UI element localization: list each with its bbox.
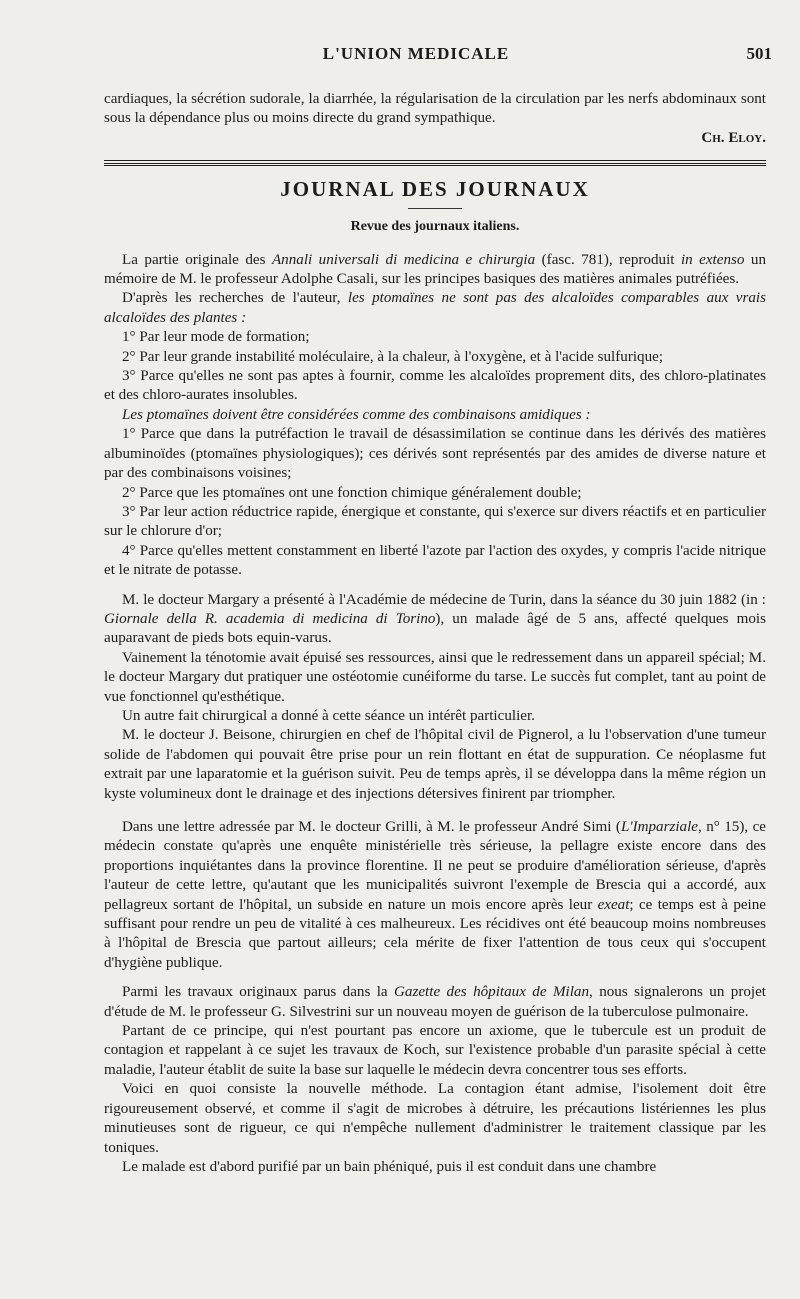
paragraph-principe: Partant de ce principe, qui n'est pourtant pas encore un axiome, que le tubercule est un produit de contagion et rappelant à ce sujet les travaux de Koch, sur l'existence probable d'un parasite spécial à cette maladie, l'auteur établit de suite la base sur laquelle le médecin devra concentrer tous ses efforts. — [104, 1023, 766, 1078]
section-title: JOURNAL DES JOURNAUX — [280, 177, 590, 202]
page-number: 501 — [746, 44, 772, 63]
paragraph-tenotomie: Vainement la ténotomie avait épuisé ses ressources, ainsi que le redressement dans un appareil spécial; M. le docteur Margary dut pratiquer une ostéotomie cunéiforme du tarse. Le succès fut complet, tant au point de vue fonctionnel qu'esthétique. — [104, 649, 766, 705]
section-divider-double — [104, 163, 766, 168]
running-title: L'UNION MEDICALE — [322, 44, 510, 63]
list-item: 1° Par leur mode de formation; — [122, 329, 310, 346]
list-item: 3° Par leur action réductrice rapide, énergique et constante, qui s'exerce sur divers réactifs et en particulier sur le chlorure d'or; — [104, 503, 766, 540]
paragraph-ptomaines: D'après les recherches de l'auteur, les ptomaïnes ne sont pas des alcaloïdes comparables aux vrais alcaloïdes des plantes : — [104, 290, 766, 326]
section-divider — [104, 160, 766, 161]
section-subtitle: Revue des journaux italiens. — [350, 219, 520, 235]
author-signature: Ch. Eloy. — [701, 129, 766, 146]
list-item: 1° Parce que dans la putréfaction le travail de désassimilation se continue dans les dérivés des matières albuminoïdes (ptomaïnes physiologiques); ces dérivés sont représentés par des amides de diverse nature et par des combinaisons voisines; — [104, 426, 766, 482]
title-underline — [408, 208, 462, 209]
paragraph-beisone: M. le docteur J. Beisone, chirurgien en chef de l'hôpital civil de Pignerol, a lu l'observation d'une tumeur solide de l'abdomen qui pouvait être prise pour un rein flottant en état de suppuration. Ce néoplasme fut extrait par une laparatomie et la guérison suivit. Peu de temps après, il se développa dans la même région un kyste volumineux dont le drainage et des injections détersives finirent par triompher. — [104, 727, 766, 802]
paragraph-chirurgical: Un autre fait chirurgical a donné à cette séance un intérêt particulier. — [122, 707, 535, 724]
list-item: 2° Par leur grande instabilité moléculaire, à la chaleur, à l'oxygène, et à l'acide sulfurique; — [122, 348, 664, 365]
list-item: 4° Parce qu'elles mettent constamment en liberté l'azote par l'action des oxydes, y compris l'acide nitrique et le nitrate de potasse. — [104, 542, 766, 579]
paragraph-grilli: Dans une lettre adressée par M. le docteur Grilli, à M. le professeur André Simi (L'Imparziale, n° 15), ce médecin constate qu'après une enquête ministérielle très sérieuse, la pellagre existe encore dans des proportions inquiétantes dans la province florentine. Il ne peut se produire d'amélioration sérieuse, d'après l'auteur de cette lettre, qu'autant que les municipalités suivront l'exemple de Brescia qui a accordé, aux pellagreux sortant de l'hôpital, un subside en nature un mois encore après leur exeat; ce temps est à peine suffisant pour rendre un peu de vitalité à ces malheureux. Les récidives ont été beaucoup moins nombreuses à l'hôpital de Brescia que partout ailleurs; cela mérite de fixer l'attention de tous ceux qui s'occupent d'hygiène publique. — [104, 819, 766, 971]
article-body — [104, 90, 766, 1177]
paragraph-amidiques: Les ptomaïnes doivent être considérées comme des combinaisons amidiques : — [122, 406, 591, 423]
paragraph-malade: Le malade est d'abord purifié par un bain phéniqué, puis il est conduit dans une chambre — [122, 1158, 657, 1175]
paragraph-annali: La partie originale des Annali universali di medicina e chirurgia (fasc. 781), reproduit in extenso un mémoire de M. le professeur Adolphe Casali, sur les principes basiques des matières animales putréfiées. — [104, 251, 766, 288]
page-header — [60, 44, 772, 72]
intro-paragraph: cardiaques, la sécrétion sudorale, la diarrhée, la régularisation de la circulation par les nerfs abdominaux sont sous la dépendance plus ou moins directe du grand sympathique. — [104, 91, 766, 127]
paragraph-margary: M. le docteur Margary a présenté à l'Académie de médecine de Turin, dans la séance du 30 juin 1882 (in : Giornale della R. academia di medicina di Torino), un malade âgé de 5 ans, affecté quelques mois auparavant de pieds bots equin-varus. — [104, 591, 766, 647]
paragraph-silvestrini: Parmi les travaux originaux parus dans la Gazette des hôpitaux de Milan, nous signalerons un projet d'étude de M. le professeur G. Silvestrini sur un nouveau moyen de guérison de la tuberculose pulmonaire. — [104, 984, 766, 1020]
paragraph-methode: Voici en quoi consiste la nouvelle méthode. La contagion étant admise, l'isolement doit être rigoureusement observé, et comme il s'agit de microbes à détruire, les précautions listériennes les plus minutieuses sont de rigueur, ce qui n'empêche nullement d'administrer le traitement classique par les toniques. — [104, 1081, 766, 1156]
list-item: 2° Parce que les ptomaïnes ont une fonction chimique généralement double; — [122, 484, 582, 501]
list-item: 3° Parce qu'elles ne sont pas aptes à fournir, comme les alcaloïdes proprement dits, des chloro-platinates et des chloro-aurates insolubles. — [104, 368, 766, 404]
